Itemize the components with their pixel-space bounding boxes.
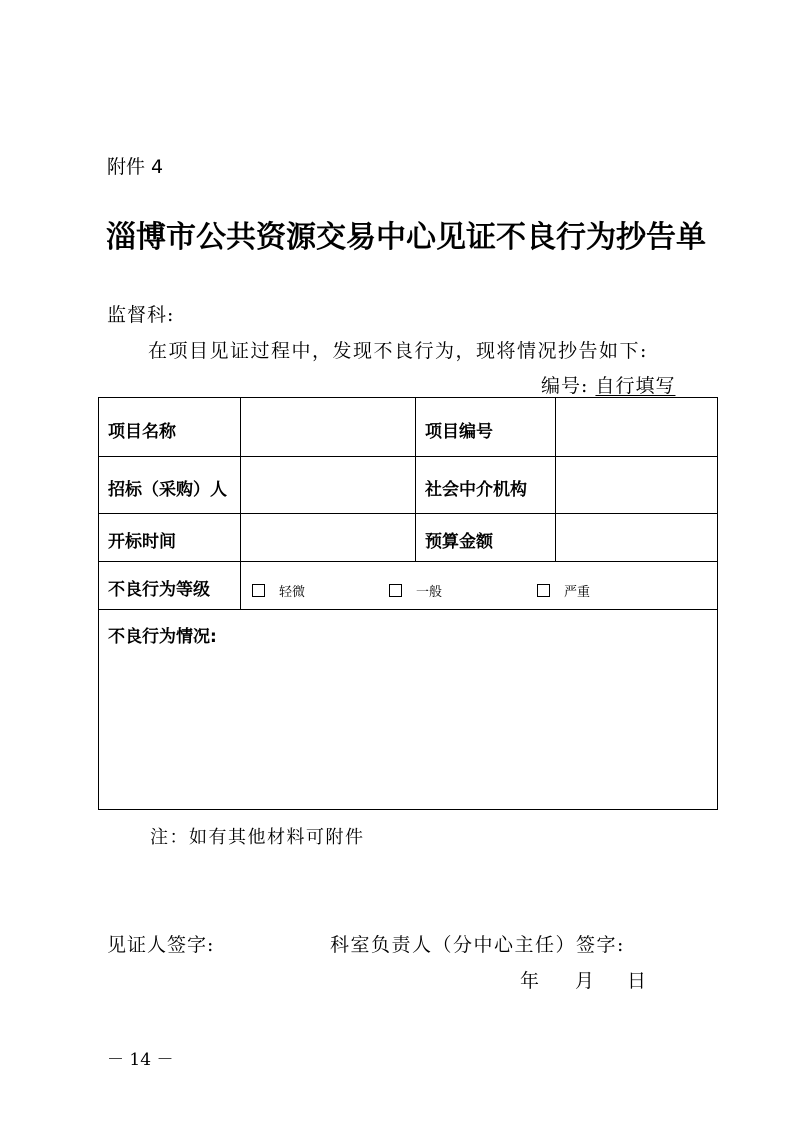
intro-text: 在项目见证过程中，发现不良行为，现将情况抄告如下: [148,340,648,362]
checkbox-icon[interactable] [537,584,550,597]
level-option-label: 严重 [564,585,591,600]
level-option-label: 轻微 [279,585,306,600]
office-head-signature-label: 科室负责人（分中心主任）签字: [330,934,625,956]
serial-label: 编号: [541,375,589,397]
date-month: 月 [575,970,595,992]
details-label: 不良行为情况: [108,627,217,647]
serial-number [541,371,675,398]
column-divider [555,398,556,561]
row-divider [99,456,717,457]
date-year: 年 [520,970,540,992]
footnote: 注：如有其他材料可附件 [150,827,365,848]
row-divider [99,609,717,610]
report-form-table [98,397,718,810]
row-divider [99,561,717,562]
tenderer-label: 招标（采购）人 [108,480,227,500]
attachment-label: 附件 4 [107,156,164,178]
row-divider [99,513,717,514]
serial-value: 自行填写 [595,375,676,397]
open-time-label: 开标时间 [108,532,176,552]
date-day: 日 [627,970,647,992]
level-option-label: 一般 [416,585,443,600]
level-option-general[interactable] [389,581,442,600]
agency-label: 社会中介机构 [425,480,527,500]
project-number-label: 项目编号 [425,422,493,442]
level-option-severe[interactable] [537,581,590,600]
addressee: 监督科: [107,304,175,326]
column-divider [415,398,416,561]
checkbox-icon[interactable] [252,584,265,597]
level-option-minor[interactable] [252,581,305,600]
project-name-label: 项目名称 [108,422,176,442]
level-label: 不良行为等级 [108,580,210,600]
page-number: － 14 － [107,1050,174,1070]
checkbox-icon[interactable] [389,584,402,597]
document-title: 淄博市公共资源交易中心见证不良行为抄告单 [106,220,706,255]
budget-label: 预算金额 [425,532,493,552]
witness-signature-label: 见证人签字: [107,934,215,956]
column-divider [240,398,241,609]
